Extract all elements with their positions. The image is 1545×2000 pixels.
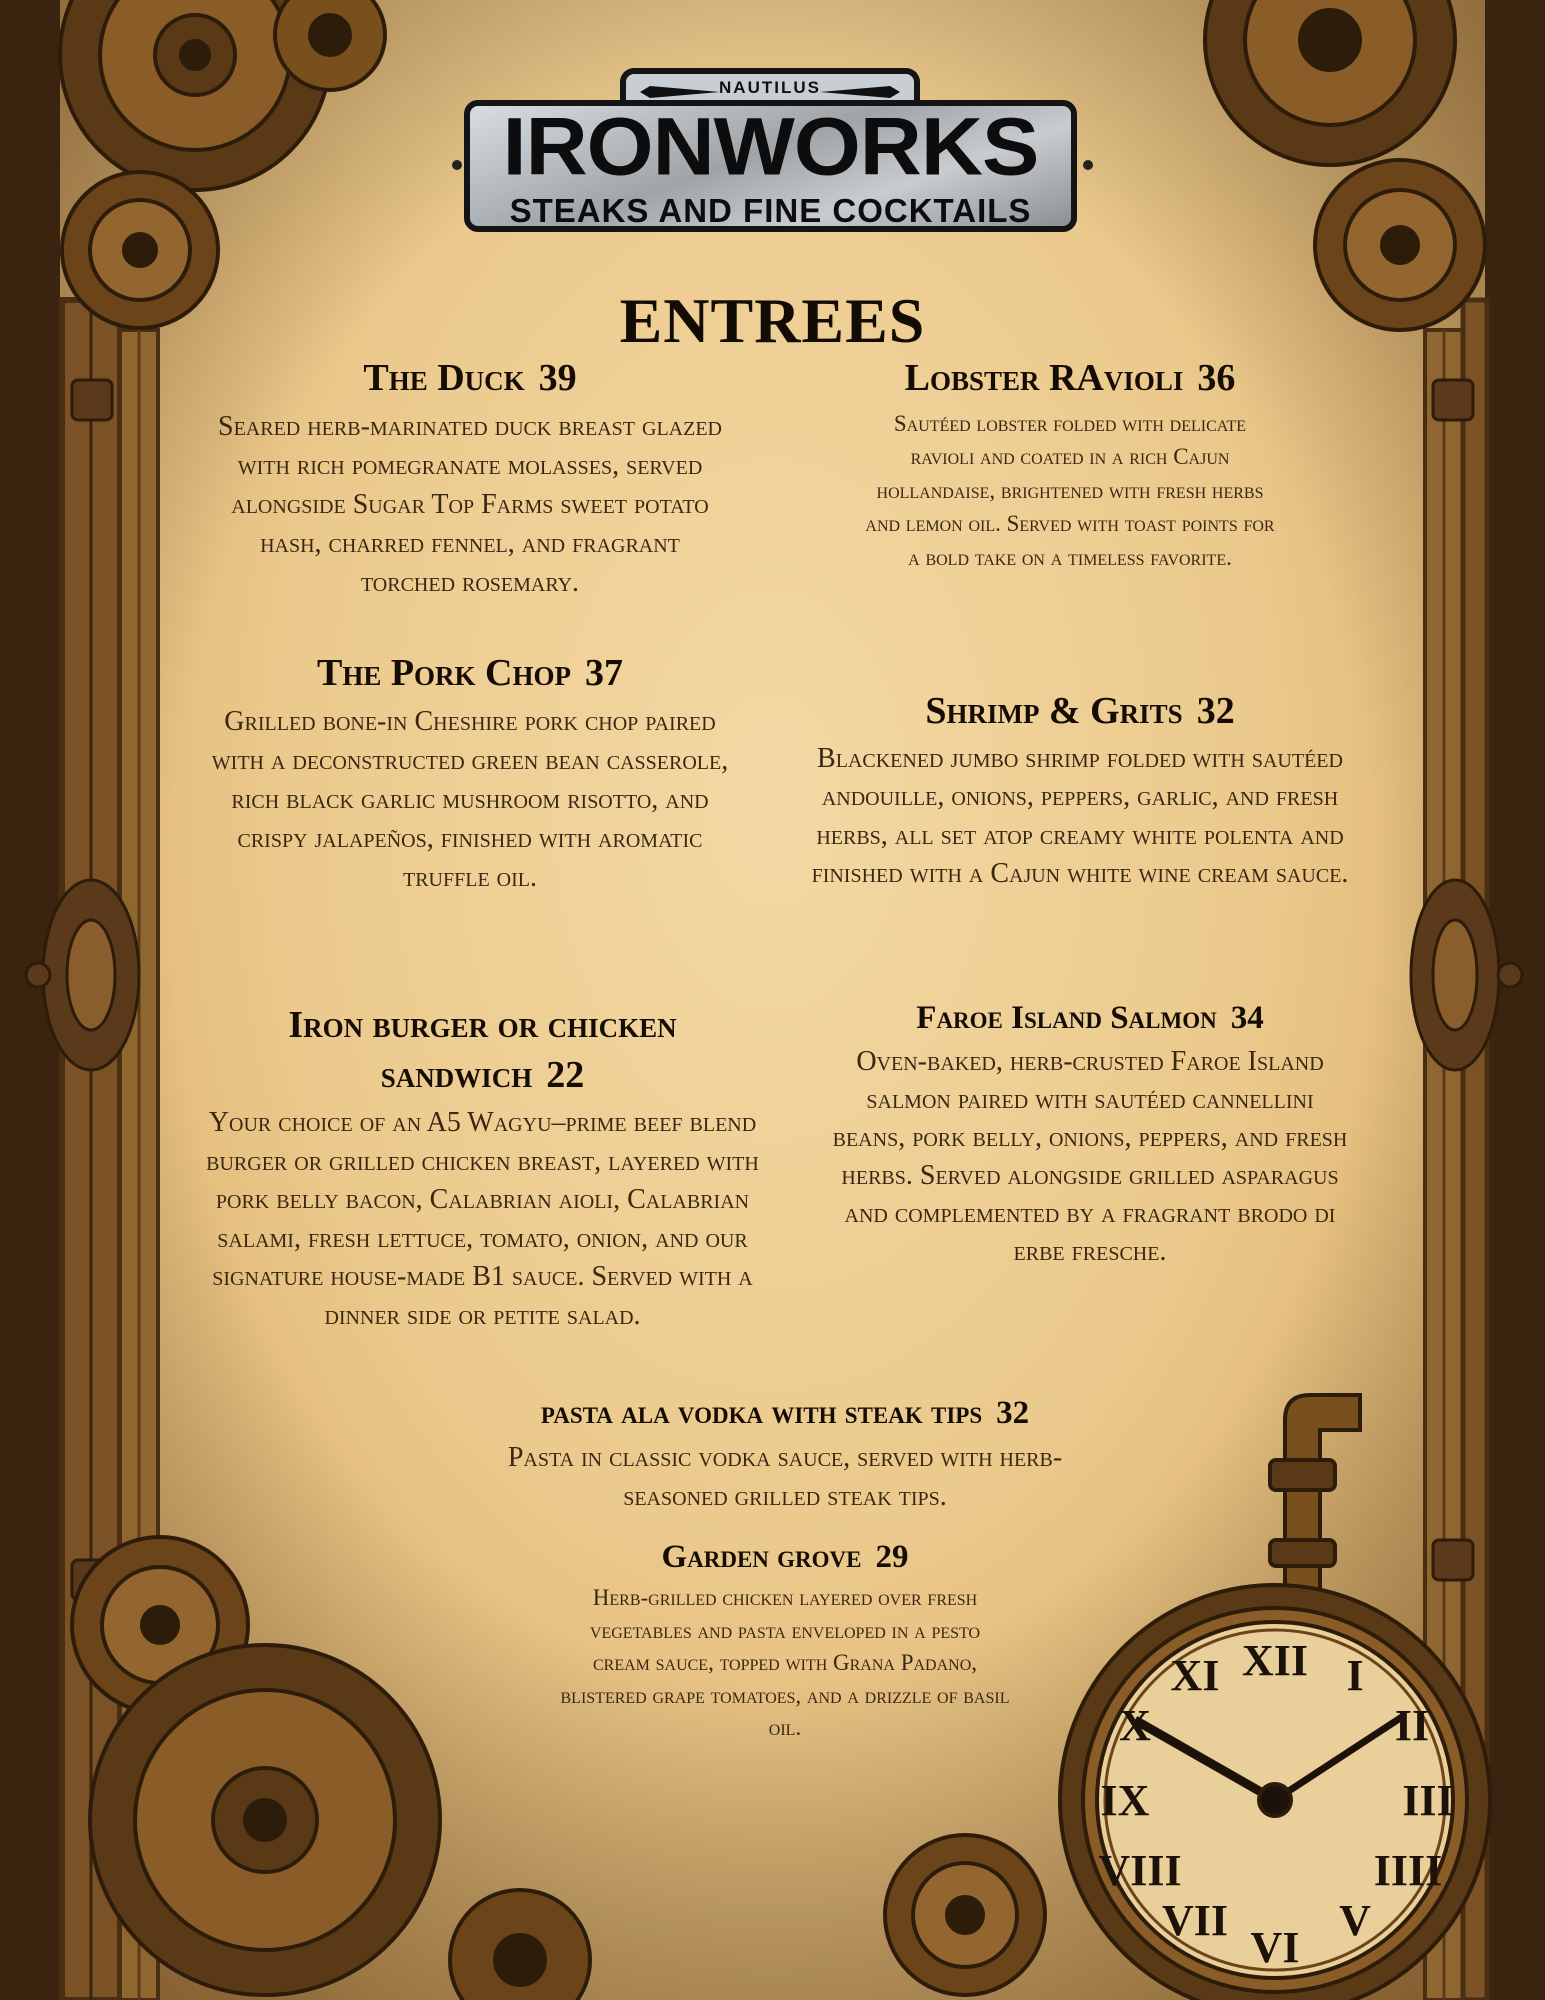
- svg-text:I: I: [1346, 1651, 1364, 1700]
- item-description: Grilled bone-in Cheshire pork chop paired with a deconstructed green bean casserole, rich black garlic mushroom risotto, and crispy jalapeños, finished with aromatic truffle oil.: [211, 705, 729, 893]
- item-name: pasta ala vodka with steak tips: [540, 1395, 983, 1431]
- item-name: Lobster RAvioli: [904, 357, 1184, 399]
- item-name: The Duck: [363, 357, 525, 399]
- menu-item-garden-grove: [555, 1537, 1015, 1745]
- svg-text:II: II: [1394, 1701, 1430, 1750]
- svg-text:VII: VII: [1161, 1896, 1229, 1945]
- svg-text:VIII: VIII: [1098, 1846, 1182, 1895]
- item-description: Sautéed lobster folded with delicate ravioli and coated in a rich Cajun hollandaise, brightened with fresh herbs and lemon oil. Served with toast points for a bold take on a timeless favorite.: [865, 410, 1275, 570]
- item-title: [845, 355, 1295, 403]
- item-price: 22: [546, 1054, 585, 1096]
- item-title: [830, 998, 1350, 1039]
- svg-text:III: III: [1402, 1776, 1454, 1825]
- svg-text:XI: XI: [1170, 1651, 1220, 1700]
- item-description: Blackened jumbo shrimp folded with sautéed andouille, onions, peppers, garlic, and fresh herbs, all set atop creamy white polenta and finished with a Cajun white wine cream sauce.: [811, 742, 1349, 889]
- menu-item-iron-burger: [190, 1000, 775, 1335]
- svg-text:IX: IX: [1100, 1776, 1150, 1825]
- item-title: [810, 688, 1350, 736]
- item-name: Faroe Island Salmon: [916, 1000, 1217, 1036]
- ironworks-logo: [450, 68, 1095, 240]
- item-description: Seared herb-marinated duck breast glazed with rich pomegranate molasses, served alongside Sugar Top Farms sweet potato hash, charred fennel, and fragrant torched rosemary.: [218, 410, 722, 598]
- menu-item-duck: [200, 355, 740, 602]
- menu-item-faroe-salmon: [830, 998, 1350, 1271]
- svg-text:XII: XII: [1241, 1636, 1309, 1685]
- item-price: 32: [1196, 690, 1235, 732]
- item-price: 36: [1197, 357, 1236, 399]
- item-price: 39: [538, 357, 577, 399]
- svg-text:IIII: IIII: [1373, 1846, 1443, 1895]
- item-title: [223, 1000, 743, 1100]
- item-price: 37: [585, 652, 623, 694]
- menu-item-lobster-ravioli: [845, 355, 1295, 574]
- item-description: Pasta in classic vodka sauce, served with herb-seasoned grilled steak tips.: [507, 1442, 1063, 1513]
- logo-top-text: NAUTILUS: [719, 78, 821, 97]
- item-price: 34: [1230, 1000, 1264, 1036]
- item-price: 32: [996, 1395, 1030, 1431]
- svg-text:V: V: [1339, 1896, 1371, 1945]
- logo-tagline: STEAKS AND FINE COCKTAILS: [509, 192, 1032, 229]
- item-description: Oven-baked, herb-crusted Faroe Island salmon paired with sautéed cannellini beans, pork belly, onions, peppers, and fresh herbs. Served alongside grilled asparagus and complemented by a fragrant brodo di erbe fresche.: [832, 1046, 1348, 1268]
- menu-item-shrimp-grits: [810, 688, 1350, 894]
- item-price: 29: [875, 1539, 909, 1575]
- item-title: [555, 1537, 1015, 1578]
- svg-text:X: X: [1119, 1701, 1151, 1750]
- menu-item-pasta-vodka: [460, 1393, 1110, 1516]
- rivet-icon: [452, 160, 462, 170]
- svg-text:VI: VI: [1250, 1923, 1300, 1972]
- item-name: Shrimp & Grits: [925, 690, 1183, 732]
- item-description: Your choice of an A5 Wagyu–prime beef blend burger or grilled chicken breast, layered with pork belly bacon, Calabrian aioli, Calabrian salami, fresh lettuce, tomato, onion, and our signature house-made B1 sauce. Served with a dinner side or petite salad.: [206, 1107, 759, 1331]
- logo-brand-name: IRONWORKS: [502, 101, 1039, 193]
- item-name: The Pork Chop: [316, 652, 571, 694]
- item-description: Herb-grilled chicken layered over fresh vegetables and pasta enveloped in a pesto cream sauce, topped with Grana Padano, blistered grape tomatoes, and a drizzle of basil oil.: [560, 1585, 1010, 1741]
- section-title: ENTREES: [619, 285, 926, 356]
- rivet-icon: [1083, 160, 1093, 170]
- menu-item-pork-chop: [200, 650, 740, 897]
- item-name: Garden grove: [661, 1539, 862, 1575]
- item-title: [460, 1393, 1110, 1434]
- item-title: [200, 355, 740, 403]
- item-title: [200, 650, 740, 698]
- item-name: Iron burger or chicken sandwich: [288, 1004, 677, 1096]
